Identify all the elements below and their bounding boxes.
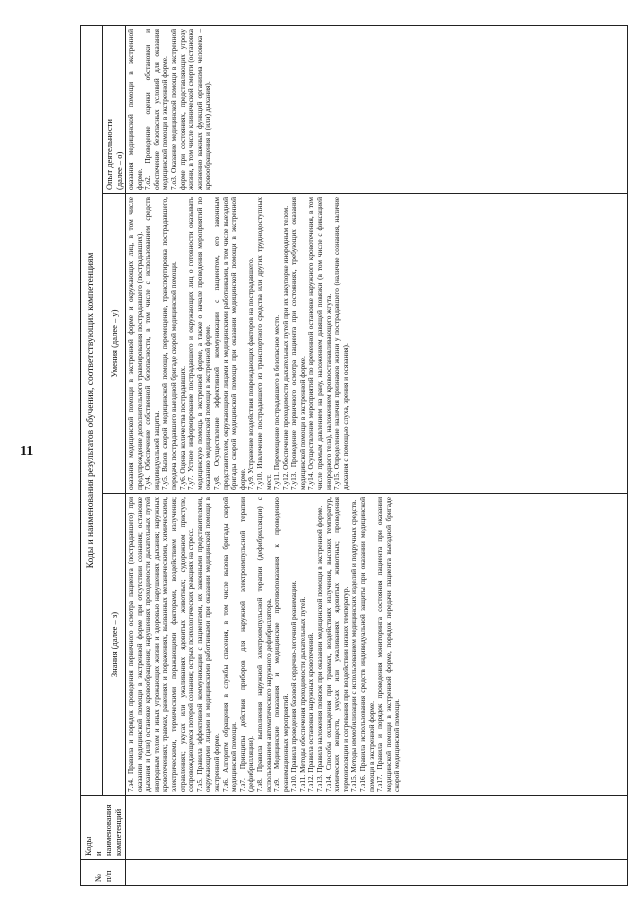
cell-experience: оказания медицинской помощи в экстренной форме. 7.о2. Проведение оценки обстановки и обеспечение безопасных условий для оказания медицинской помощи в экстренной форме. 7.о3. Оказание медицинской помощи в экстренной форме при состояниях, представляющих угрозу жизни, в том числе клинической смерти (остановка жизненно важных функций организма человека – кровообращения и (или) дыхания). [126, 25, 628, 193]
cell-skills: оказания медицинской помощи в экстренной форме и окружающих лиц, в том числе предупреждение дополнительного травмирования пострадавшего (пострадавших). 7.у4. Обеспечение собственной безопасности, в том числе с использованием средств индивидуальной защиты. 7.у5. Вызов скорой медицинской помощи, перемещение, транспортировка пострадавшего, передача пострадавшего выездной бригаде скорой медицинской помощи. 7.у6. Оценка количества пострадавших. 7.у7. Устное информирование пострадавшего и окружающих лиц о готовности оказывать медицинскую помощь в экстренной форме, а также о начале проведения мероприятий по оказанию медицинской помощи в экстренной форме. 7.у8. Осуществление эффективной коммуникации с пациентом, его законным представителем, окружающими лицами и медицинскими работниками, в том числе выездной бригады скорой медицинской помощи при оказании медицинской помощи в экстренной форме. 7.у9. Устранение воздействия повреждающих факторов на пострадавшего. 7.у10. Извлечение пострадавшего из транспортного средства или других труднодоступных мест. 7.у11. Перемещение пострадавшего в безопасное место. 7.у12. Обеспечение проходимости дыхательных путей при их закупорке инородным телом. 7.у13. Проведение первичного осмотра пациента при состояниях, требующих оказания медицинской помощи в экстренной форме. 7.у14. Осуществление мероприятий по временной остановке наружного кровотечения, в том числе прямым давлением на рану, наложением давящей повязки (в том числе с фиксацией инородного тела), наложением кровоостанавливающего жгута. 7.у15. Определение наличия признаков жизни у пострадавшего (наличие сознания, наличие дыхания с помощью слуха, зрения и осязания). [126, 194, 628, 494]
col-header-experience: Опыт деятельности (далее – о) [103, 25, 126, 193]
cell-knowledge: 7.з4. Правила и порядок проведения первичного осмотра пациента (пострадавшего) при оказании медицинской помощи в экстренной форме при отсутствии сознания; остановке дыхания и (или) остановке кровообращения; нарушениях проходимости дыхательных путей инородным телом и иных угрожающих жизни и здоровью нарушениях дыхания; наружных кровотечениях; травмах, ранениях и поражениях, вызванных механическими, химическими, электрическими, термическими поражающими факторами, воздействием излучения; отравлениях; укусах или ужаливаниях ядовитых животных; судорожном приступе, сопровождающемся потерей сознания; острых психологических реакциях на стресс. 7.з5. Правила эффективной коммуникации с пациентами, их законными представителями, окружающими лицами и медицинскими работниками при оказании медицинской помощи в экстренной форме. 7.з6. Алгоритм обращения в службы спасения, в том числе вызова бригады скорой медицинской помощи. 7.з7. Принципы действия приборов для наружной электроимпульсной терапии (дефибрилляции). 7.з8. Правила выполнения наружной электроимпульсной терапии (дефибрилляции) с использованием автоматического наружного дефибриллятора. 7.з9. Медицинские показания и медицинские противопоказания к проведению реанимационных мероприятий. 7.з10. Правила проведения базовой сердечно-легочной реанимации. 7.з11. Методы обеспечения проходимости дыхательных путей. 7.з12. Правила остановки наружных кровотечений. 7.з13. Правила наложения повязок при оказании медицинской помощи в экстренной форме. 7.з14. Способы охлаждения при травмах, воздействиях излучения, высоких температур, химических веществ, укусах или ужаливаниях ядовитых животных; проведения термоизоляции и согревания при воздействии низких температур. 7.з15. Методы иммобилизации с использованием медицинских изделий и подручных средств. 7.з16. Правила использования средств индивидуальной защиты при оказании медицинской помощи в экстренной форме. 7.з17. Правила и порядок проведения мониторинга состояния пациента при оказании медицинской помощи в экстренной форме, порядок передачи пациента выездной бригаде скорой медицинской помощи. [126, 494, 628, 796]
cell-codes [126, 796, 628, 860]
rotated-page [80, 26, 628, 886]
competence-table [80, 25, 628, 886]
col-header-results: Коды и наименования результатов обучения, соответствующих компетенциям [81, 25, 103, 795]
col-header-skills: Умения (далее – у) [103, 194, 126, 494]
col-header-knowledge: Знания (далее – з) [103, 494, 126, 796]
col-header-number: № п/п [81, 860, 126, 886]
page-number: 11 [20, 444, 34, 459]
cell-number [126, 860, 628, 886]
col-header-codes: Коды и наименования компетенций [81, 796, 126, 860]
table-row [126, 25, 628, 885]
